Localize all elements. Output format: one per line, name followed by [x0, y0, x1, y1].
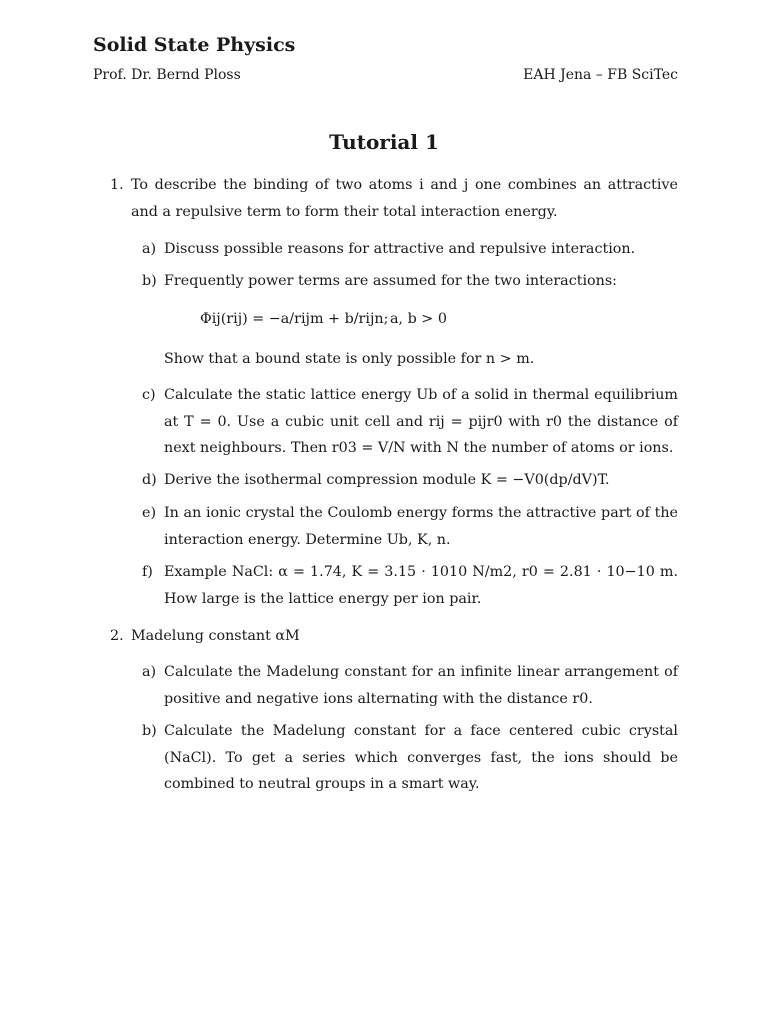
problem-intro: Madelung constant αM [131, 628, 300, 644]
problem-intro: To describe the binding of two atoms i and j one combines an attractive and a repulsive term to form their total interaction energy. [131, 177, 678, 220]
item-label: b) [142, 723, 157, 739]
item-label: c) [142, 387, 156, 403]
item-text: Calculate the Madelung constant for a face centered cubic crystal (NaCl). To get a series which converges fast, the ions should be combined to neutral groups in a smart way. [164, 723, 678, 792]
item-text: Calculate the static lattice energy Ub of a solid in thermal equilibrium at T = 0. Use a cubic unit cell and rij = pijr0 with r0 the distance of next neighbours. Then r03 = V/N with N the number of atoms or ions. [164, 387, 678, 456]
course-title: Solid State Physics [93, 34, 296, 56]
instructor-name: Prof. Dr. Bernd Ploss [93, 67, 241, 83]
item-label: e) [142, 505, 157, 521]
bound-state-note: Show that a bound state is only possible for n > m. [164, 351, 535, 367]
item-text: In an ionic crystal the Coulomb energy forms the attractive part of the interaction energy. Determine Ub, K, n. [164, 505, 678, 548]
problem-number: 1. [110, 177, 124, 193]
item-text: Example NaCl: α = 1.74, K = 3.15 · 1010 N/m2, r0 = 2.81 · 10−10 m. How large is the lattice energy per ion pair. [164, 564, 678, 607]
item-text: Calculate the Madelung constant for an infinite linear arrangement of positive and negative ions alternating with the distance r0. [164, 664, 678, 707]
institution-name: EAH Jena – FB SciTec [523, 67, 678, 83]
item-label: b) [142, 273, 157, 289]
item-label: f) [142, 564, 153, 580]
formula-condition: a, b > 0 [390, 311, 447, 327]
item-text: Discuss possible reasons for attractive and repulsive interaction. [164, 241, 636, 257]
problem-number: 2. [110, 628, 124, 644]
item-text: Derive the isothermal compression module K = −V0(dp/dV)T. [164, 472, 610, 488]
item-label: a) [142, 664, 157, 680]
item-label: a) [142, 241, 157, 257]
interaction-formula: Φij(rij) = −a/rijm + b/rijn; [200, 311, 389, 327]
header-row [93, 67, 678, 83]
item-label: d) [142, 472, 157, 488]
tutorial-title: Tutorial 1 [329, 130, 439, 154]
item-text: Frequently power terms are assumed for the two interactions: [164, 273, 617, 289]
